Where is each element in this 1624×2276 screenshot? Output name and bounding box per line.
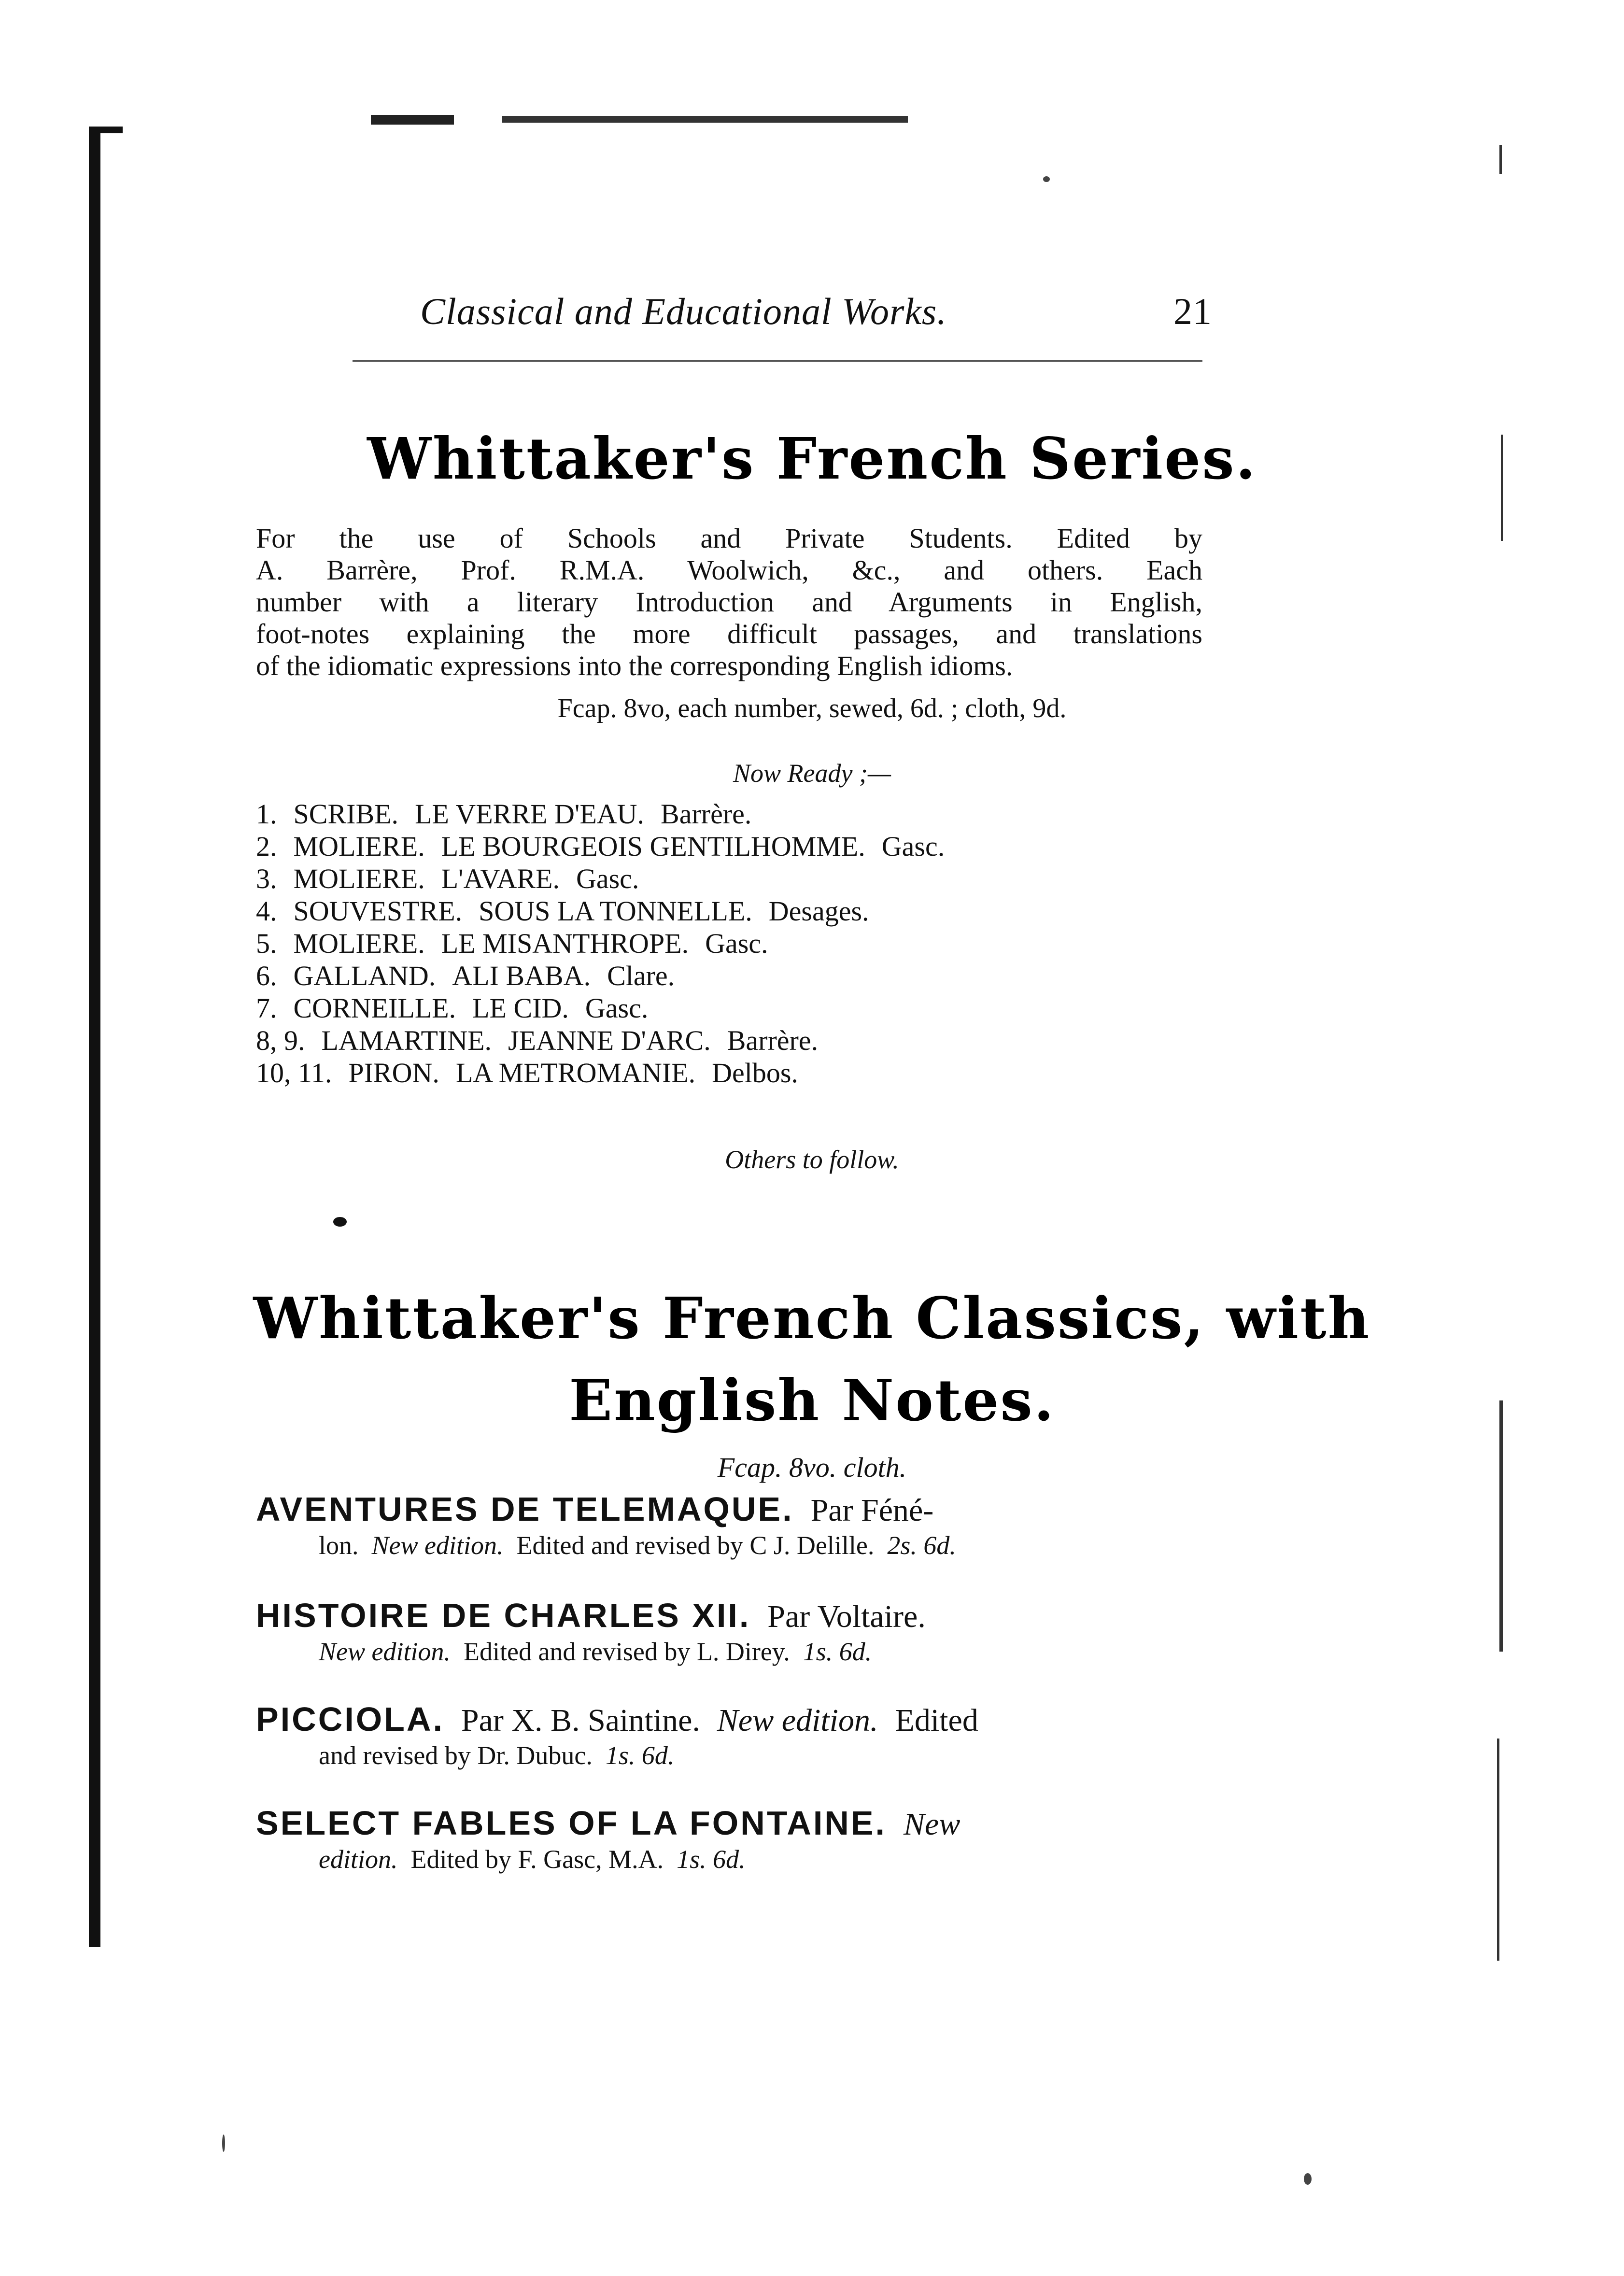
work-price: 2s. 6d. (887, 1531, 956, 1560)
item-title: ALI BABA. (452, 960, 591, 991)
item-author: MOLIERE. (293, 928, 425, 959)
scan-speck (222, 2135, 225, 2152)
series-heading: Whittaker's French Series. (367, 425, 1257, 492)
item-author: PIRON. (348, 1057, 439, 1089)
running-head-title: Classical and Educational Works. (420, 290, 947, 332)
list-item (256, 830, 1173, 862)
item-title: L'AVARE. (441, 863, 560, 894)
work-editor: and revised by Dr. Dubuc. (319, 1741, 593, 1770)
intro-line: A. Barrère, Prof. R.M.A. Woolwich, &c., and others. Each (256, 554, 1202, 586)
intro-line: For the use of Schools and Private Students. Edited by (256, 523, 1202, 554)
item-author: SOUVESTRE. (293, 895, 463, 927)
now-ready-label: Now Ready ;— (733, 759, 891, 788)
scan-speck (1304, 2173, 1312, 2185)
work-entry (256, 1804, 1202, 1875)
list-item (256, 798, 1173, 830)
item-title: LE MISANTHROPE. (441, 928, 689, 959)
work-title: HISTOIRE DE CHARLES XII. (256, 1597, 751, 1634)
item-editor: Barrère. (661, 798, 752, 830)
work-edition: New edition. (371, 1531, 504, 1560)
item-number: 5. (256, 928, 277, 959)
work-entry (256, 1700, 1202, 1771)
work-editor: Edited and revised by L. Direy. (463, 1637, 790, 1666)
item-number: 6. (256, 960, 277, 991)
work-editor: Edited and revised by C J. Delille. (516, 1531, 875, 1560)
list-item (256, 895, 1173, 927)
work-price: 1s. 6d. (605, 1741, 675, 1770)
item-number: 10, 11. (256, 1057, 332, 1089)
item-title: LA METROMANIE. (455, 1057, 696, 1089)
item-editor: Delbos. (712, 1057, 798, 1089)
work-author: Par Voltaire. (767, 1599, 926, 1634)
list-item (256, 960, 1173, 992)
item-author: GALLAND. (293, 960, 436, 991)
classics-heading: Whittaker's French Classics, with (253, 1285, 1371, 1352)
item-author: SCRIBE. (293, 798, 399, 830)
work-edition: New (904, 1807, 960, 1842)
item-editor: Barrère. (727, 1025, 819, 1056)
header-rule (353, 360, 1202, 362)
item-editor: Gasc. (576, 863, 639, 894)
item-editor: Gasc. (705, 928, 768, 959)
list-item (256, 992, 1173, 1024)
item-number: 4. (256, 895, 277, 927)
item-author: MOLIERE. (293, 831, 425, 862)
scan-speck (1499, 145, 1502, 174)
work-editor: Edited by F. Gasc, M.A. (410, 1845, 664, 1874)
item-title: LE CID. (472, 992, 569, 1024)
series-intro (256, 523, 1202, 682)
scan-smudge (502, 116, 908, 123)
item-title: JEANNE D'ARC. (508, 1025, 711, 1056)
work-title: AVENTURES DE TELEMAQUE. (256, 1490, 794, 1528)
item-number: 2. (256, 831, 277, 862)
ink-blot (333, 1217, 347, 1227)
item-number: 3. (256, 863, 277, 894)
binding-shadow (89, 127, 100, 1947)
item-editor: Clare. (607, 960, 675, 991)
intro-line: foot-notes explaining the more difficult passages, and translations (256, 618, 1202, 650)
list-item (256, 927, 1173, 960)
scan-smudge (371, 115, 454, 125)
work-edition: New edition. (717, 1703, 878, 1738)
work-edition-cont: edition. (319, 1845, 398, 1874)
item-editor: Desages. (768, 895, 869, 927)
item-title: LE VERRE D'EAU. (415, 798, 645, 830)
work-price: 1s. 6d. (803, 1637, 872, 1666)
running-head (420, 290, 1212, 343)
item-author: LAMARTINE. (321, 1025, 492, 1056)
series-list (256, 798, 1173, 1089)
classics-format: Fcap. 8vo. cloth. (717, 1452, 907, 1483)
work-entry (256, 1490, 1202, 1561)
scan-speck (1043, 176, 1050, 182)
classics-heading-continued: English Notes. (569, 1367, 1055, 1434)
list-item (256, 862, 1173, 895)
page-number: 21 (1173, 290, 1212, 332)
work-author-cont: lon. (319, 1531, 359, 1560)
work-edition: New edition. (319, 1637, 451, 1666)
work-entry (256, 1596, 1202, 1667)
item-title: LE BOURGEOIS GENTILHOMME. (441, 831, 865, 862)
work-author: Par X. B. Saintine. (461, 1703, 700, 1738)
item-number: 1. (256, 798, 277, 830)
work-title: SELECT FABLES OF LA FONTAINE. (256, 1804, 887, 1842)
work-editor-lead: Edited (895, 1703, 978, 1738)
item-number: 8, 9. (256, 1025, 305, 1056)
scan-speck (1499, 1400, 1503, 1652)
work-title: PICCIOLA. (256, 1700, 444, 1738)
binding-shadow-tick (89, 127, 123, 133)
scan-speck (1497, 1739, 1499, 1961)
others-to-follow: Others to follow. (725, 1145, 899, 1174)
work-price: 1s. 6d. (677, 1845, 746, 1874)
intro-line: number with a literary Introduction and Arguments in English, (256, 586, 1202, 618)
work-author: Par Féné- (810, 1493, 934, 1528)
list-item (256, 1057, 1173, 1089)
list-item (256, 1024, 1173, 1057)
item-author: CORNEILLE. (293, 992, 456, 1024)
item-number: 7. (256, 992, 277, 1024)
item-author: MOLIERE. (293, 863, 425, 894)
intro-line: of the idiomatic expressions into the corresponding English idioms. (256, 650, 1013, 681)
item-editor: Gasc. (881, 831, 945, 862)
series-price: Fcap. 8vo, each number, sewed, 6d. ; cloth, 9d. (557, 693, 1067, 723)
item-editor: Gasc. (585, 992, 649, 1024)
item-title: SOUS LA TONNELLE. (479, 895, 752, 927)
